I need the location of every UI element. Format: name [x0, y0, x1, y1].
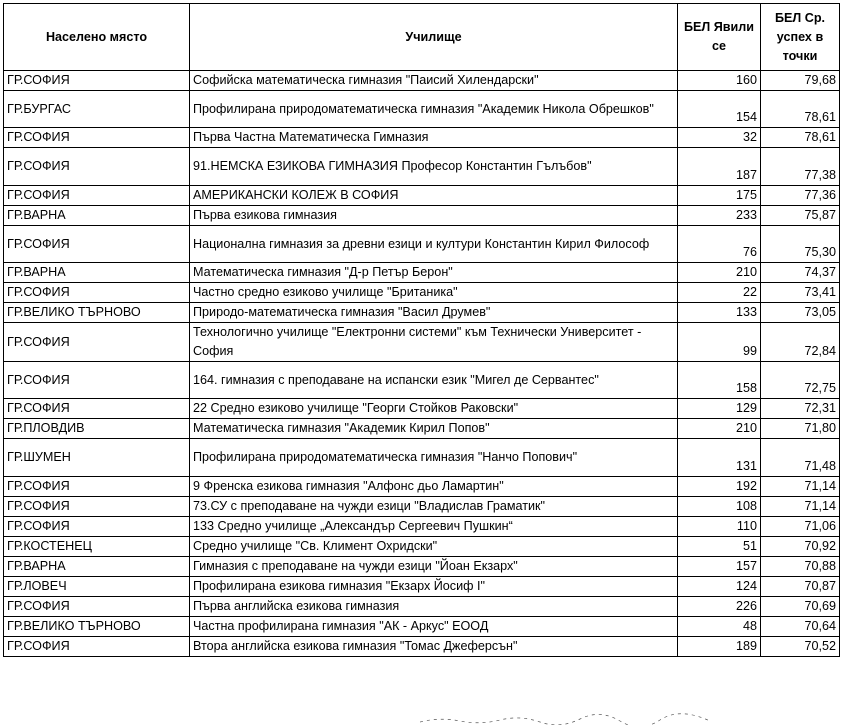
table-row — [4, 128, 840, 148]
cell-count: 154 — [678, 91, 761, 128]
cell-place: ГР.СОФИЯ — [4, 283, 190, 303]
header-row — [4, 4, 840, 71]
cell-count: 175 — [678, 186, 761, 206]
cell-place: ГР.СОФИЯ — [4, 71, 190, 91]
cell-school: Природо-математическа гимназия "Васил Друмев" — [190, 303, 678, 323]
cell-count: 51 — [678, 537, 761, 557]
cell-place: ГР.ВАРНА — [4, 206, 190, 226]
cell-school: Профилирана природоматематическа гимназия "Академик Никола Обрешков" — [190, 91, 678, 128]
table-row — [4, 419, 840, 439]
cell-count: 32 — [678, 128, 761, 148]
cell-avg: 77,38 — [761, 148, 840, 186]
cell-avg: 70,87 — [761, 577, 840, 597]
table-row — [4, 263, 840, 283]
cell-avg: 72,75 — [761, 362, 840, 399]
table-row — [4, 617, 840, 637]
table-row — [4, 477, 840, 497]
cell-place: ГР.СОФИЯ — [4, 186, 190, 206]
cell-count: 99 — [678, 323, 761, 362]
cell-avg: 73,05 — [761, 303, 840, 323]
table-body — [4, 71, 840, 657]
cell-count: 110 — [678, 517, 761, 537]
cell-school: 9 Френска езикова гимназия "Алфонс дьо Ламартин" — [190, 477, 678, 497]
table-row — [4, 497, 840, 517]
cell-school: Софийска математическа гимназия "Паисий Хилендарски" — [190, 71, 678, 91]
table-row — [4, 557, 840, 577]
cell-count: 124 — [678, 577, 761, 597]
table-row — [4, 323, 840, 362]
cell-place: ГР.СОФИЯ — [4, 497, 190, 517]
table-row — [4, 637, 840, 657]
cell-school: 133 Средно училище „Александър Сергеевич Пушкин“ — [190, 517, 678, 537]
cell-school: Гимназия с преподаване на чужди езици "Йоан Екзарх" — [190, 557, 678, 577]
table-row — [4, 206, 840, 226]
cell-count: 108 — [678, 497, 761, 517]
cell-avg: 71,48 — [761, 439, 840, 477]
cell-avg: 78,61 — [761, 128, 840, 148]
cell-avg: 71,14 — [761, 497, 840, 517]
cell-count: 129 — [678, 399, 761, 419]
cell-school: Национална гимназия за древни езици и култури Константин Кирил Философ — [190, 226, 678, 263]
cell-place: ГР.СОФИЯ — [4, 517, 190, 537]
table-row — [4, 303, 840, 323]
cell-school: АМЕРИКАНСКИ КОЛЕЖ В СОФИЯ — [190, 186, 678, 206]
cell-school: 73.СУ с преподаване на чужди езици "Владислав Граматик" — [190, 497, 678, 517]
cell-avg: 70,92 — [761, 537, 840, 557]
cell-avg: 70,88 — [761, 557, 840, 577]
cell-count: 157 — [678, 557, 761, 577]
cell-count: 210 — [678, 263, 761, 283]
cell-place: ГР.СОФИЯ — [4, 637, 190, 657]
table-row — [4, 71, 840, 91]
cell-count: 22 — [678, 283, 761, 303]
cell-count: 160 — [678, 71, 761, 91]
scan-artifact — [420, 713, 720, 725]
cell-school: Първа езикова гимназия — [190, 206, 678, 226]
table-row — [4, 283, 840, 303]
cell-avg: 78,61 — [761, 91, 840, 128]
table-row — [4, 91, 840, 128]
cell-school: Профилирана природоматематическа гимназия "Нанчо Попович" — [190, 439, 678, 477]
cell-place: ГР.СОФИЯ — [4, 477, 190, 497]
table-row — [4, 439, 840, 477]
cell-count: 233 — [678, 206, 761, 226]
header-count: БЕЛ Явили се — [678, 4, 761, 71]
cell-school: Технологично училище "Електронни системи" към Технически Университет - София — [190, 323, 678, 362]
table-row — [4, 597, 840, 617]
cell-place: ГР.СОФИЯ — [4, 323, 190, 362]
table-row — [4, 537, 840, 557]
cell-place: ГР.ВЕЛИКО ТЪРНОВО — [4, 303, 190, 323]
cell-school: Втора английска езикова гимназия "Томас Джеферсън" — [190, 637, 678, 657]
table-row — [4, 577, 840, 597]
cell-school: Частно средно езиково училище "Британика" — [190, 283, 678, 303]
cell-school: Първа английска езикова гимназия — [190, 597, 678, 617]
cell-count: 210 — [678, 419, 761, 439]
cell-avg: 74,37 — [761, 263, 840, 283]
cell-count: 192 — [678, 477, 761, 497]
cell-place: ГР.БУРГАС — [4, 91, 190, 128]
table-row — [4, 517, 840, 537]
cell-avg: 71,14 — [761, 477, 840, 497]
cell-count: 187 — [678, 148, 761, 186]
cell-school: 91.НЕМСКА ЕЗИКОВА ГИМНАЗИЯ Професор Константин Гълъбов" — [190, 148, 678, 186]
cell-place: ГР.ЛОВЕЧ — [4, 577, 190, 597]
cell-count: 76 — [678, 226, 761, 263]
cell-school: Средно училище "Св. Климент Охридски" — [190, 537, 678, 557]
cell-count: 133 — [678, 303, 761, 323]
cell-avg: 71,06 — [761, 517, 840, 537]
cell-place: ГР.СОФИЯ — [4, 128, 190, 148]
header-avg: БЕЛ Ср. успех в точки — [761, 4, 840, 71]
cell-school: Математическа гимназия "Академик Кирил Попов" — [190, 419, 678, 439]
cell-avg: 77,36 — [761, 186, 840, 206]
cell-avg: 75,87 — [761, 206, 840, 226]
cell-place: ГР.ПЛОВДИВ — [4, 419, 190, 439]
cell-place: ГР.ВАРНА — [4, 263, 190, 283]
table-row — [4, 362, 840, 399]
cell-place: ГР.ВАРНА — [4, 557, 190, 577]
cell-place: ГР.ШУМЕН — [4, 439, 190, 477]
cell-count: 158 — [678, 362, 761, 399]
results-table — [3, 3, 840, 657]
cell-avg: 71,80 — [761, 419, 840, 439]
cell-avg: 73,41 — [761, 283, 840, 303]
cell-school: Първа Частна Математическа Гимназия — [190, 128, 678, 148]
header-place: Населено място — [4, 4, 190, 71]
cell-place: ГР.КОСТЕНЕЦ — [4, 537, 190, 557]
cell-place: ГР.СОФИЯ — [4, 148, 190, 186]
cell-avg: 70,69 — [761, 597, 840, 617]
cell-school: Частна профилирана гимназия "АК - Аркус" ЕООД — [190, 617, 678, 637]
cell-count: 226 — [678, 597, 761, 617]
header-school: Училище — [190, 4, 678, 71]
cell-school: Профилирана езикова гимназия "Екзарх Йосиф I" — [190, 577, 678, 597]
cell-avg: 79,68 — [761, 71, 840, 91]
cell-avg: 70,64 — [761, 617, 840, 637]
cell-avg: 72,31 — [761, 399, 840, 419]
table-row — [4, 399, 840, 419]
cell-count: 131 — [678, 439, 761, 477]
table-row — [4, 186, 840, 206]
cell-count: 189 — [678, 637, 761, 657]
cell-avg: 70,52 — [761, 637, 840, 657]
cell-school: Математическа гимназия "Д-р Петър Берон" — [190, 263, 678, 283]
table-row — [4, 226, 840, 263]
cell-place: ГР.СОФИЯ — [4, 226, 190, 263]
cell-school: 164. гимназия с преподаване на испански език "Мигел де Сервантес" — [190, 362, 678, 399]
cell-place: ГР.СОФИЯ — [4, 597, 190, 617]
cell-avg: 72,84 — [761, 323, 840, 362]
cell-avg: 75,30 — [761, 226, 840, 263]
cell-place: ГР.ВЕЛИКО ТЪРНОВО — [4, 617, 190, 637]
cell-count: 48 — [678, 617, 761, 637]
table-row — [4, 148, 840, 186]
cell-place: ГР.СОФИЯ — [4, 399, 190, 419]
cell-place: ГР.СОФИЯ — [4, 362, 190, 399]
cell-school: 22 Средно езиково училище "Георги Стойков Раковски" — [190, 399, 678, 419]
